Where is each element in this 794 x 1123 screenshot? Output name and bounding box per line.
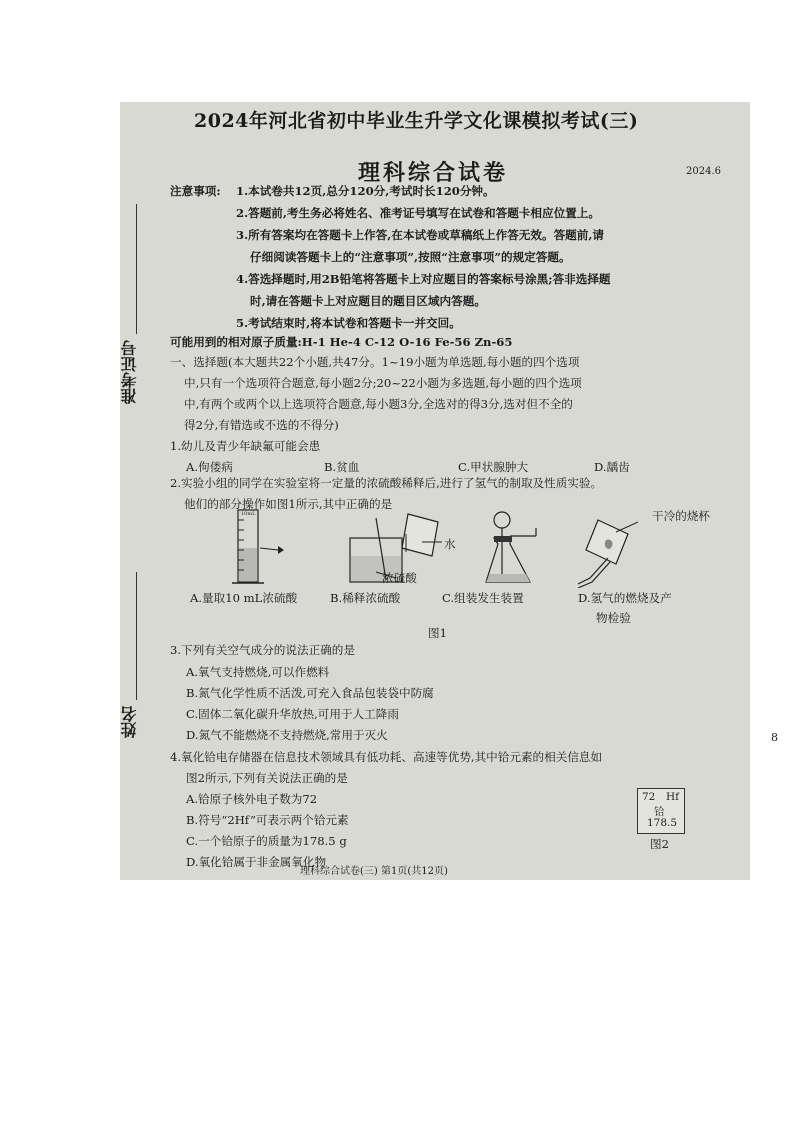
element-cell-hafnium xyxy=(637,788,685,834)
acid-label: 浓硫酸 xyxy=(382,571,417,585)
exam-id-label: 准考证号 xyxy=(120,340,139,404)
q2-option-d-cont: 物检验 xyxy=(596,611,631,625)
note-item: 3.所有答案均在答题卡上作答,在本试卷或草稿纸上作答无效。答题前,请 xyxy=(236,228,604,242)
note-item: 4.答选择题时,用2B铅笔将答题卡上对应题目的答案标号涂黑;答非选择题 xyxy=(236,272,611,286)
exam-paper xyxy=(120,102,750,880)
q2-option-d: D.氢气的燃烧及产 xyxy=(578,591,672,605)
q2-option-a: A.量取10 mL浓硫酸 xyxy=(190,591,298,605)
note-item: 仔细阅读答题卡上的“注意事项”,按照“注意事项”的规定答题。 xyxy=(250,250,571,264)
graduated-cylinder-illustration xyxy=(220,508,290,586)
name-line xyxy=(136,572,137,700)
section-instruction: 中,只有一个选项符合题意,每小题2分;20~22小题为多选题,每小题的四个选项 xyxy=(184,376,582,390)
q2-option-c: C.组装发生装置 xyxy=(442,591,524,605)
section-instruction: 得2分,有错选或不选的不得分) xyxy=(184,418,339,432)
q1-option-a: A.佝偻病 xyxy=(186,460,233,474)
figure-2-caption: 图2 xyxy=(650,837,669,851)
atomic-mass: 178.5 xyxy=(647,817,678,829)
element-symbol: Hf xyxy=(666,791,680,803)
q4-option-a: A.铪原子核外电子数为72 xyxy=(186,792,318,806)
atomic-mass-line: 可能用到的相对原子质量:H-1 He-4 C-12 O-16 Fe-56 Zn-65 xyxy=(170,335,513,349)
note-item: 2.答题前,考生务必将姓名、准考证号填写在试卷和答题卡相应位置上。 xyxy=(236,206,600,220)
q3-option-d: D.氮气不能燃烧不支持燃烧,常用于灭火 xyxy=(186,728,388,742)
q3-option-c: C.固体二氧化碳升华放热,可用于人工降雨 xyxy=(186,707,399,721)
element-name: 铪 xyxy=(654,806,665,818)
q1-option-b: B.贫血 xyxy=(324,460,360,474)
cylinder-scale-label: 10mL xyxy=(241,511,256,517)
section-instruction: 一、选择题(本大题共22个小题,共47分。1~19小题为单选题,每小题的四个选项 xyxy=(170,355,580,369)
page-footer: 理科综合试卷(三) 第1页(共12页) xyxy=(300,866,448,877)
cold-beaker-label: 干冷的烧杯 xyxy=(652,509,710,523)
water-label: 水 xyxy=(444,537,456,551)
note-item: 时,请在答题卡上对应题目的题目区域内答题。 xyxy=(250,294,486,308)
q3-option-a: A.氧气支持燃烧,可以作燃料 xyxy=(186,665,330,679)
q4-option-c: C.一个铪原子的质量为178.5 g xyxy=(186,834,347,848)
question-2-stem: 他们的部分操作如图1所示,其中正确的是 xyxy=(184,497,393,511)
q4-option-d: D.氧化铪属于非金属氧化物 xyxy=(186,855,327,869)
note-item: 1.本试卷共12页,总分120分,考试时长120分钟。 xyxy=(236,184,495,198)
question-3-stem: 3.下列有关空气成分的说法正确的是 xyxy=(170,643,355,657)
q1-option-c: C.甲状腺肿大 xyxy=(458,460,529,474)
exam-id-line xyxy=(136,204,137,334)
question-2-stem: 2.实验小组的同学在实验室将一定量的浓硫酸稀释后,进行了氢气的制取及性质实验。 xyxy=(170,476,603,490)
question-4-stem: 图2所示,下列有关说法正确的是 xyxy=(186,771,348,785)
page-marker: 8 xyxy=(771,731,778,744)
q2-option-b: B.稀释浓硫酸 xyxy=(330,591,401,605)
note-item: 5.考试结束时,将本试卷和答题卡一并交回。 xyxy=(236,316,461,330)
q3-option-b: B.氮气化学性质不活泼,可充入食品包装袋中防腐 xyxy=(186,686,434,700)
question-1-stem: 1.幼儿及青少年缺氟可能会患 xyxy=(170,439,321,453)
exam-date: 2024.6 xyxy=(686,166,721,177)
name-label: 姓名 xyxy=(120,706,139,738)
gas-generator-illustration xyxy=(480,510,550,588)
paper-subtitle: 理科综合试卷 xyxy=(358,160,509,186)
section-instruction: 中,有两个或两个以上选项符合题意,每小题3分,全选对的得3分,选对但不全的 xyxy=(184,397,573,411)
q4-option-b: B.符号“2Hf”可表示两个铪元素 xyxy=(186,813,349,827)
hydrogen-combustion-illustration xyxy=(576,518,656,588)
atomic-number: 72 xyxy=(642,791,656,803)
figure-1-caption: 图1 xyxy=(428,626,447,640)
notes-label: 注意事项: xyxy=(170,184,221,198)
question-4-stem: 4.氧化铪电存储器在信息技术领域具有低功耗、高速等优势,其中铪元素的相关信息如 xyxy=(170,750,603,764)
q1-option-d: D.龋齿 xyxy=(594,460,630,474)
exam-title: 2024年河北省初中毕业生升学文化课模拟考试(三) xyxy=(194,110,639,132)
